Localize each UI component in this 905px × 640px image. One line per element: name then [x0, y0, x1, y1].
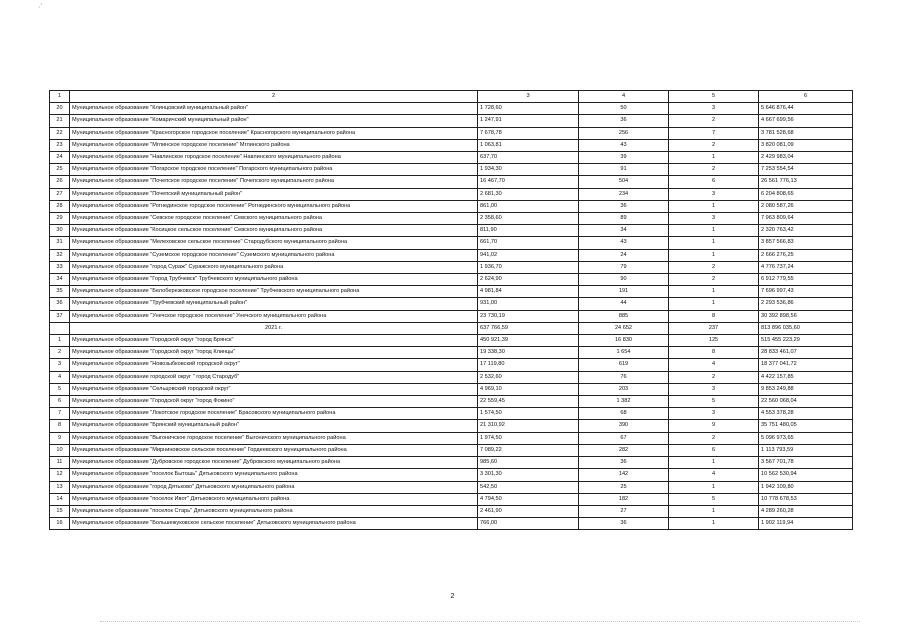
municipality-cell: Муниципальное образование "Мелеховское сельское поселение" Стародубского муниципального района — [70, 237, 478, 249]
table-row — [50, 152, 853, 164]
table-row — [50, 188, 853, 200]
residents-cell: 36 — [579, 115, 669, 127]
municipality-cell: Муниципальное образование "Почепский муниципальный район" — [70, 188, 478, 200]
table-row — [50, 164, 853, 176]
table-row — [50, 359, 853, 371]
residents-cell: 91 — [579, 164, 669, 176]
table-row — [50, 213, 853, 225]
table-row — [50, 127, 853, 139]
row-number-cell: 16 — [50, 518, 70, 530]
houses-cell: 2 — [669, 261, 759, 273]
table-row — [50, 469, 853, 481]
amount-cell: 4 776 737,24 — [759, 261, 853, 273]
area-cell: 17 119,80 — [478, 359, 579, 371]
row-number-cell: 2 — [50, 347, 70, 359]
row-number-cell: 1 — [50, 335, 70, 347]
area-cell: 1 574,50 — [478, 408, 579, 420]
area-cell: 7 678,78 — [478, 127, 579, 139]
table-row — [50, 237, 853, 249]
header-cell: 5 — [669, 91, 759, 103]
residents-cell: 43 — [579, 237, 669, 249]
area-cell: 4 969,10 — [478, 383, 579, 395]
amount-cell: 6 912 779,55 — [759, 274, 853, 286]
row-number-cell: 26 — [50, 176, 70, 188]
area-cell: 1 063,81 — [478, 139, 579, 151]
row-number-cell: 33 — [50, 261, 70, 273]
area-cell: 450 921,39 — [478, 335, 579, 347]
residents-cell: 27 — [579, 505, 669, 517]
header-cell: 3 — [478, 91, 579, 103]
houses-cell: 5 — [669, 396, 759, 408]
houses-cell: 1 — [669, 505, 759, 517]
municipality-cell: Муниципальное образование "Навлинское городское поселение" Навлинского муниципального района — [70, 152, 478, 164]
amount-cell: 5 096 973,65 — [759, 432, 853, 444]
row-number-cell: 8 — [50, 420, 70, 432]
year-total-row — [50, 322, 853, 334]
amount-cell: 4 553 378,28 — [759, 408, 853, 420]
row-number-cell: 10 — [50, 444, 70, 456]
amount-cell: 7 253 554,54 — [759, 164, 853, 176]
municipality-cell: Муниципальное образование "Городской округ "город Клинцы" — [70, 347, 478, 359]
area-cell: 861,00 — [478, 200, 579, 212]
table-row — [50, 493, 853, 505]
amount-cell: 4 667 699,56 — [759, 115, 853, 127]
houses-cell: 1 — [669, 200, 759, 212]
area-cell: 2 461,90 — [478, 505, 579, 517]
row-number-cell: 23 — [50, 139, 70, 151]
municipality-cell: Муниципальное образование "Погарское городское поселение" Погарского муниципального района — [70, 164, 478, 176]
amount-cell: 1 902 119,94 — [759, 518, 853, 530]
amount-cell: 5 646 876,44 — [759, 103, 853, 115]
residents-cell: 1 382 — [579, 396, 669, 408]
row-number-cell: 25 — [50, 164, 70, 176]
row-number-cell: 29 — [50, 213, 70, 225]
residents-cell: 390 — [579, 420, 669, 432]
residents-cell: 39 — [579, 152, 669, 164]
data-table — [49, 90, 853, 530]
area-cell: 3 301,30 — [478, 469, 579, 481]
residents-cell: 79 — [579, 261, 669, 273]
amount-cell: 7 963 809,64 — [759, 213, 853, 225]
amount-cell: 3 781 528,68 — [759, 127, 853, 139]
row-number-cell: 11 — [50, 457, 70, 469]
row-number-cell: 4 — [50, 371, 70, 383]
scan-bottom-edge — [100, 621, 860, 622]
municipality-cell: Муниципальное образование "Большежуковское сельское поселение" Дятьковского муниципального района — [70, 518, 478, 530]
table-row — [50, 371, 853, 383]
amount-cell: 10 778 678,53 — [759, 493, 853, 505]
amount-cell: 22 560 068,04 — [759, 396, 853, 408]
amount-cell: 26 561 776,13 — [759, 176, 853, 188]
area-cell: 1 974,50 — [478, 432, 579, 444]
residents-cell: 282 — [579, 444, 669, 456]
amount-cell: 28 833 461,07 — [759, 347, 853, 359]
row-number-cell: 30 — [50, 225, 70, 237]
table-row — [50, 261, 853, 273]
table-row — [50, 457, 853, 469]
houses-cell: 1 — [669, 225, 759, 237]
residents-cell: 203 — [579, 383, 669, 395]
municipality-cell: Муниципальное образование "Унечское городское поселение" Унечского муниципального района — [70, 310, 478, 322]
row-number-cell: 34 — [50, 274, 70, 286]
houses-cell: 1 — [669, 152, 759, 164]
amount-cell: 2 320 763,42 — [759, 225, 853, 237]
area-cell: 2 532,60 — [478, 371, 579, 383]
amount-cell: 1 942 109,80 — [759, 481, 853, 493]
row-number-cell: 15 — [50, 505, 70, 517]
amount-cell: 10 562 530,94 — [759, 469, 853, 481]
residents-cell: 43 — [579, 139, 669, 151]
row-number-cell: 5 — [50, 383, 70, 395]
houses-cell: 237 — [669, 322, 759, 334]
table-row — [50, 310, 853, 322]
municipality-cell: Муниципальное образование "Красногорское городское поселение" Красногорского муниципального района — [70, 127, 478, 139]
row-number-cell: 14 — [50, 493, 70, 505]
page-number: 2 — [450, 593, 455, 600]
houses-cell: 3 — [669, 408, 759, 420]
houses-cell: 7 — [669, 127, 759, 139]
houses-cell: 6 — [669, 444, 759, 456]
amount-cell: 18 377 041,72 — [759, 359, 853, 371]
amount-cell: 3 820 081,09 — [759, 139, 853, 151]
amount-cell: 30 392 898,56 — [759, 310, 853, 322]
residents-cell: 24 652 — [579, 322, 669, 334]
houses-cell: 8 — [669, 347, 759, 359]
houses-cell: 2 — [669, 371, 759, 383]
municipality-cell: Муниципальное образование "Белоберезковское городское поселение" Трубчевского муниципального района — [70, 286, 478, 298]
residents-cell: 36 — [579, 200, 669, 212]
area-cell: 19 338,30 — [478, 347, 579, 359]
municipality-cell: Муниципальное образование "поселок Старь" Дятьковского муниципального района — [70, 505, 478, 517]
row-number-cell: 3 — [50, 359, 70, 371]
municipality-cell: Муниципальное образование "Трубчевский муниципальный район" — [70, 298, 478, 310]
houses-cell: 1 — [669, 518, 759, 530]
table-row — [50, 176, 853, 188]
amount-cell: 7 696 997,43 — [759, 286, 853, 298]
area-cell: 4 794,50 — [478, 493, 579, 505]
row-number-cell: 6 — [50, 396, 70, 408]
municipality-cell: Муниципальное образование "Мирниновское сельское поселение" Гордеевского муниципального района — [70, 444, 478, 456]
area-cell: 1 247,91 — [478, 115, 579, 127]
municipality-cell: Муниципальное образование "Локотское городское поселение" Брасовского муниципального района — [70, 408, 478, 420]
row-number-cell: 32 — [50, 249, 70, 261]
row-number-cell — [50, 322, 70, 334]
scan-speck: ·´ — [38, 4, 43, 11]
area-cell: 7 089,22 — [478, 444, 579, 456]
municipality-cell: Муниципальное образование "поселок Бытошь" Дятьковского муниципального района — [70, 469, 478, 481]
residents-cell: 68 — [579, 408, 669, 420]
houses-cell: 5 — [669, 493, 759, 505]
residents-cell: 25 — [579, 481, 669, 493]
municipality-cell: Муниципальное образование "Городской округ "город Брянск" — [70, 335, 478, 347]
amount-cell: 4 422 157,85 — [759, 371, 853, 383]
area-cell: 16 467,70 — [478, 176, 579, 188]
amount-cell: 3 857 566,83 — [759, 237, 853, 249]
table-row — [50, 420, 853, 432]
houses-cell: 1 — [669, 237, 759, 249]
houses-cell: 2 — [669, 274, 759, 286]
houses-cell: 3 — [669, 103, 759, 115]
amount-cell: 3 567 701,78 — [759, 457, 853, 469]
row-number-cell: 36 — [50, 298, 70, 310]
area-cell: 661,70 — [478, 237, 579, 249]
houses-cell: 3 — [669, 383, 759, 395]
area-cell: 542,50 — [478, 481, 579, 493]
area-cell: 4 981,84 — [478, 286, 579, 298]
houses-cell: 1 — [669, 286, 759, 298]
table-row — [50, 481, 853, 493]
table-row — [50, 139, 853, 151]
amount-cell: 35 751 480,05 — [759, 420, 853, 432]
row-number-cell: 24 — [50, 152, 70, 164]
table-row — [50, 432, 853, 444]
row-number-cell: 21 — [50, 115, 70, 127]
municipality-cell: Муниципальное образование "Севское городское поселение" Севского муниципального района — [70, 213, 478, 225]
municipality-cell: Муниципальное образование "Клинцовский муниципальный район" — [70, 103, 478, 115]
row-number-cell: 35 — [50, 286, 70, 298]
table-row — [50, 518, 853, 530]
row-number-cell: 37 — [50, 310, 70, 322]
row-number-cell: 22 — [50, 127, 70, 139]
table-body — [50, 91, 853, 530]
table-row — [50, 335, 853, 347]
houses-cell: 2 — [669, 139, 759, 151]
table-row — [50, 274, 853, 286]
residents-cell: 1 654 — [579, 347, 669, 359]
table-row — [50, 444, 853, 456]
table-row — [50, 347, 853, 359]
area-cell: 1 728,60 — [478, 103, 579, 115]
houses-cell: 1 — [669, 481, 759, 493]
houses-cell: 2 — [669, 115, 759, 127]
table-row — [50, 103, 853, 115]
residents-cell: 16 830 — [579, 335, 669, 347]
table-header-row — [50, 91, 853, 103]
area-cell: 2 624,90 — [478, 274, 579, 286]
houses-cell: 2 — [669, 164, 759, 176]
table-row — [50, 115, 853, 127]
municipality-cell: Муниципальное образование "Новозыбковский городской округ" — [70, 359, 478, 371]
municipality-cell: Муниципальное образование "Мглинское городское поселение" Мглинского района — [70, 139, 478, 151]
row-number-cell: 28 — [50, 200, 70, 212]
table-row — [50, 225, 853, 237]
row-number-cell: 27 — [50, 188, 70, 200]
houses-cell: 1 — [669, 457, 759, 469]
residents-cell: 50 — [579, 103, 669, 115]
row-number-cell: 31 — [50, 237, 70, 249]
municipality-cell: Муниципальное образование "Выгоничское городское поселение" Выгоничского муниципального района — [70, 432, 478, 444]
row-number-cell: 20 — [50, 103, 70, 115]
area-cell: 1 936,70 — [478, 261, 579, 273]
area-cell: 1 934,30 — [478, 164, 579, 176]
municipality-cell: Муниципальное образование "поселок Ивот" Дятьковского муниципального района — [70, 493, 478, 505]
municipality-cell: Муниципальное образование "Город Трубчевск" Трубчевского муниципального района — [70, 274, 478, 286]
amount-cell: 2 429 983,04 — [759, 152, 853, 164]
area-cell: 2 681,30 — [478, 188, 579, 200]
table-row — [50, 408, 853, 420]
residents-cell: 885 — [579, 310, 669, 322]
residents-cell: 619 — [579, 359, 669, 371]
residents-cell: 34 — [579, 225, 669, 237]
header-cell: 1 — [50, 91, 70, 103]
residents-cell: 24 — [579, 249, 669, 261]
houses-cell: 8 — [669, 310, 759, 322]
row-number-cell: 7 — [50, 408, 70, 420]
amount-cell: 1 113 793,59 — [759, 444, 853, 456]
table-row — [50, 200, 853, 212]
residents-cell: 89 — [579, 213, 669, 225]
amount-cell: 2 293 536,86 — [759, 298, 853, 310]
area-cell: 985,60 — [478, 457, 579, 469]
area-cell: 766,00 — [478, 518, 579, 530]
table-row — [50, 396, 853, 408]
municipality-cell: Муниципальное образование "Рогнединское городское поселение" Рогнединского муниципального района — [70, 200, 478, 212]
houses-cell: 4 — [669, 359, 759, 371]
residents-cell: 142 — [579, 469, 669, 481]
area-cell: 941,02 — [478, 249, 579, 261]
area-cell: 22 559,45 — [478, 396, 579, 408]
area-cell: 637,70 — [478, 152, 579, 164]
residents-cell: 191 — [579, 286, 669, 298]
houses-cell: 2 — [669, 432, 759, 444]
area-cell: 21 310,92 — [478, 420, 579, 432]
table-row — [50, 286, 853, 298]
municipality-cell: Муниципальное образование "город Сураж" Суражского муниципального района — [70, 261, 478, 273]
row-number-cell: 9 — [50, 432, 70, 444]
municipality-cell: Муниципальное образование "Сельцовский городской округ" — [70, 383, 478, 395]
amount-cell: 6 204 808,65 — [759, 188, 853, 200]
houses-cell: 9 — [669, 420, 759, 432]
residents-cell: 76 — [579, 371, 669, 383]
area-cell: 637 766,59 — [478, 322, 579, 334]
area-cell: 2 358,60 — [478, 213, 579, 225]
header-cell: 2 — [70, 91, 478, 103]
amount-cell: 813 896 035,60 — [759, 322, 853, 334]
residents-cell: 90 — [579, 274, 669, 286]
houses-cell: 6 — [669, 176, 759, 188]
houses-cell: 125 — [669, 335, 759, 347]
table-row — [50, 505, 853, 517]
municipality-cell: Муниципальное образование "Дубровское городское поселение" Дубровского муниципального района — [70, 457, 478, 469]
row-number-cell: 13 — [50, 481, 70, 493]
municipality-cell: Муниципальное образование "Брянский муниципальный район" — [70, 420, 478, 432]
row-number-cell: 12 — [50, 469, 70, 481]
header-cell: 6 — [759, 91, 853, 103]
municipality-cell: Муниципальное образование городской округ " город Стародуб" — [70, 371, 478, 383]
area-cell: 23 730,19 — [478, 310, 579, 322]
municipality-cell: Муниципальное образование "Почепское городское поселение" Почепского муниципального района — [70, 176, 478, 188]
table-row — [50, 383, 853, 395]
houses-cell: 3 — [669, 213, 759, 225]
amount-cell: 4 289 260,28 — [759, 505, 853, 517]
municipality-cell: 2021 г. — [70, 322, 478, 334]
municipality-cell: Муниципальное образование "Суземское городское поселение" Суземского муниципального района — [70, 249, 478, 261]
municipality-cell: Муниципальное образование "Комаричский муниципальный район" — [70, 115, 478, 127]
houses-cell: 1 — [669, 298, 759, 310]
municipality-cell: Муниципальное образование "Городской округ "город Фокино" — [70, 396, 478, 408]
municipality-cell: Муниципальное образование "город Дятьково" Дятьковского муниципального района — [70, 481, 478, 493]
area-cell: 811,90 — [478, 225, 579, 237]
residents-cell: 67 — [579, 432, 669, 444]
residents-cell: 234 — [579, 188, 669, 200]
header-cell: 4 — [579, 91, 669, 103]
amount-cell: 9 853 249,88 — [759, 383, 853, 395]
amount-cell: 515 455 223,29 — [759, 335, 853, 347]
table-row — [50, 249, 853, 261]
residents-cell: 36 — [579, 518, 669, 530]
amount-cell: 2 666 276,25 — [759, 249, 853, 261]
houses-cell: 3 — [669, 188, 759, 200]
residents-cell: 36 — [579, 457, 669, 469]
residents-cell: 182 — [579, 493, 669, 505]
table-row — [50, 298, 853, 310]
houses-cell: 1 — [669, 249, 759, 261]
residents-cell: 256 — [579, 127, 669, 139]
houses-cell: 4 — [669, 469, 759, 481]
residents-cell: 44 — [579, 298, 669, 310]
area-cell: 931,00 — [478, 298, 579, 310]
residents-cell: 504 — [579, 176, 669, 188]
municipality-cell: Муниципальное образование "Косицкое сельское поселение" Севского муниципального района — [70, 225, 478, 237]
amount-cell: 2 080 587,26 — [759, 200, 853, 212]
